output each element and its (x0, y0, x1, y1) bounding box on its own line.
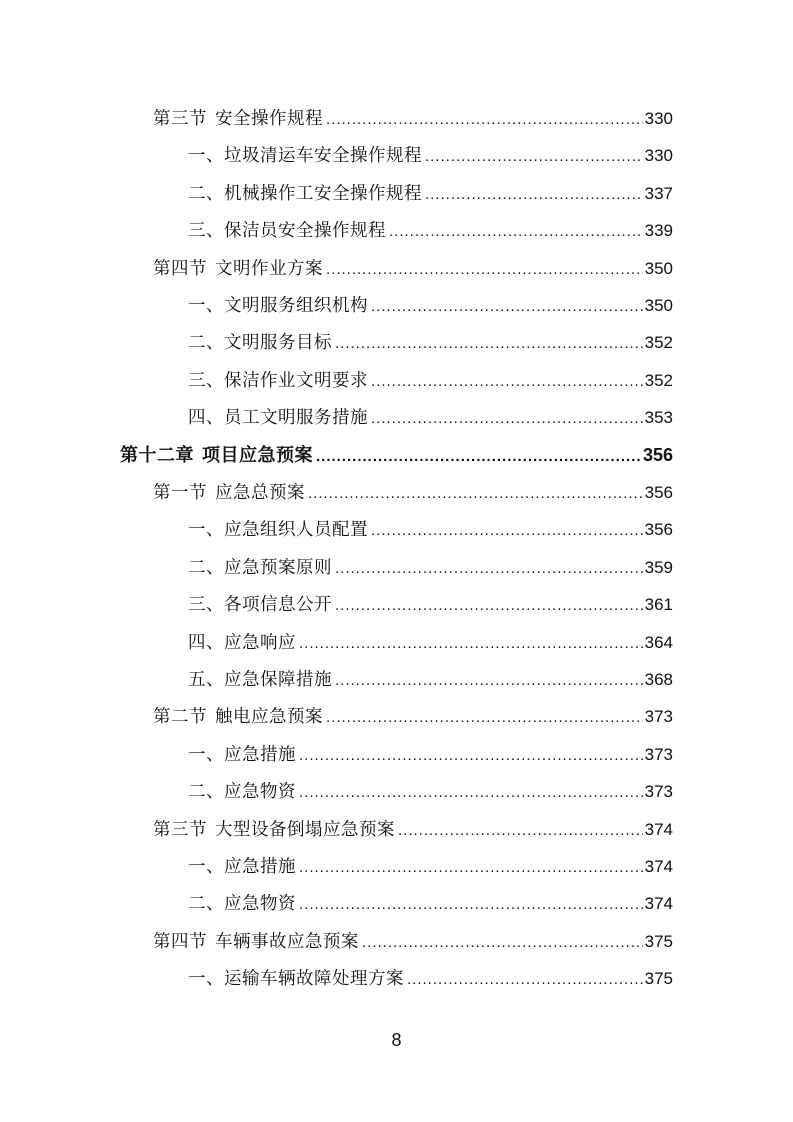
toc-page-number: 350 (644, 296, 673, 315)
toc-entry-title (188, 550, 332, 587)
toc-dot-leader (425, 176, 643, 213)
toc-dot-leader (299, 849, 643, 886)
toc-page-number: 352 (644, 333, 673, 353)
toc-page-number: 359 (644, 557, 673, 577)
toc-dot-leader (308, 475, 643, 512)
toc-dot-leader (371, 512, 643, 549)
toc-page-number: 374 (644, 819, 673, 839)
toc-dot-leader (425, 138, 643, 175)
toc-entry-number: 二、 (188, 333, 224, 354)
toc-subsection-entry[interactable] (188, 960, 673, 997)
toc-entry-title (188, 400, 368, 437)
toc-subsection-entry[interactable] (188, 362, 673, 399)
toc-entry-text: 应急物资 (224, 894, 296, 915)
toc-entry-number: 一、 (188, 146, 224, 167)
toc-dot-leader (335, 325, 643, 362)
toc-section-entry[interactable] (153, 811, 673, 848)
toc-page-number: 361 (644, 595, 673, 615)
toc-entry-title (188, 213, 386, 250)
toc-entry-text: 项目应急预案 (202, 444, 313, 466)
toc-entry-title (153, 699, 323, 736)
toc-dot-leader (371, 400, 643, 437)
toc-page-number: 352 (644, 370, 673, 390)
toc-page-number: 356 (644, 483, 673, 502)
toc-entry-text: 安全操作规程 (215, 109, 323, 129)
toc-section-entry[interactable] (153, 250, 673, 287)
toc-page-number: 374 (644, 894, 673, 914)
toc-entry-text: 机械操作工安全操作规程 (224, 183, 422, 204)
toc-subsection-entry[interactable] (188, 848, 673, 885)
toc-entry-number: 四、 (188, 632, 224, 653)
toc-entry-number: 第四节 (153, 258, 207, 279)
toc-entry-text: 应急响应 (224, 632, 296, 653)
toc-page-number: 374 (644, 857, 673, 876)
toc-dot-leader (335, 587, 643, 624)
toc-entry-text: 应急总预案 (215, 483, 305, 503)
toc-entry-title (153, 924, 359, 961)
toc-entry-number: 一、 (188, 744, 224, 765)
toc-entry-number: 第一节 (153, 483, 207, 503)
toc-subsection-entry[interactable] (188, 586, 673, 623)
toc-subsection-entry[interactable] (188, 287, 673, 324)
toc-entry-text: 触电应急预案 (215, 707, 323, 728)
toc-entry-title (153, 812, 395, 849)
toc-entry-title (188, 288, 368, 325)
toc-dot-leader (326, 101, 643, 138)
toc-entry-number: 三、 (188, 370, 224, 391)
toc-page-number: 373 (644, 707, 673, 727)
toc-entry-number: 第三节 (153, 819, 207, 840)
toc-entry-title (188, 849, 296, 886)
toc-entry-number: 第二节 (153, 707, 207, 728)
toc-section-entry[interactable] (153, 474, 673, 511)
toc-dot-leader (299, 737, 643, 774)
toc-dot-leader (299, 774, 643, 811)
toc-entry-text: 文明作业方案 (215, 258, 323, 279)
toc-subsection-entry[interactable] (188, 511, 673, 548)
toc-entry-text: 大型设备倒塌应急预案 (215, 819, 395, 840)
toc-dot-leader (299, 886, 643, 923)
toc-entry-title (188, 625, 296, 662)
toc-entry-title (153, 475, 305, 512)
toc-dot-leader (335, 550, 643, 587)
toc-entry-title (188, 325, 332, 362)
toc-entry-title (188, 138, 422, 175)
toc-subsection-entry[interactable] (188, 137, 673, 174)
toc-entry-title (188, 662, 332, 699)
toc-page-number: 330 (644, 146, 673, 166)
toc-entry-title (120, 437, 313, 474)
toc-subsection-entry[interactable] (188, 175, 673, 212)
toc-subsection-entry[interactable] (188, 885, 673, 922)
toc-entry-number: 第四节 (153, 931, 207, 952)
toc-entry-title (153, 251, 323, 288)
toc-page-number: 373 (644, 744, 673, 764)
toc-dot-leader (407, 961, 643, 998)
toc-subsection-entry[interactable] (188, 399, 673, 436)
toc-entry-number: 四、 (188, 408, 224, 429)
toc-entry-text: 保洁作业文明要求 (224, 370, 368, 391)
toc-page-number: 353 (644, 408, 673, 428)
toc-entry-text: 应急措施 (224, 744, 296, 765)
toc-entry-number: 一、 (188, 296, 224, 316)
toc-entry-title (188, 587, 332, 624)
page-number: 8 (391, 1030, 402, 1050)
toc-page-number: 375 (644, 969, 673, 989)
toc-subsection-entry[interactable] (188, 661, 673, 698)
toc-entry-text: 应急保障措施 (224, 670, 332, 690)
toc-page-number: 364 (644, 632, 673, 652)
toc-entry-number: 二、 (188, 183, 224, 204)
toc-entry-number: 第三节 (153, 109, 207, 129)
toc-page-number: 339 (644, 221, 673, 241)
toc-entry-title (153, 101, 323, 138)
toc-page-number: 337 (644, 183, 673, 203)
toc-entry-number: 二、 (188, 894, 224, 915)
toc-entry-number: 三、 (188, 221, 224, 242)
toc-subsection-entry[interactable] (188, 212, 673, 249)
toc-page-number: 375 (644, 931, 673, 951)
toc-entry-title (188, 774, 296, 811)
toc-dot-leader (326, 251, 643, 288)
toc-page-number: 356 (644, 520, 673, 540)
toc-chapter-entry[interactable] (120, 437, 673, 474)
toc-dot-leader (389, 213, 643, 250)
toc-entry-number: 三、 (188, 595, 224, 616)
toc-entry-text: 各项信息公开 (224, 595, 332, 616)
toc-dot-leader (362, 924, 643, 961)
toc-entry-title (188, 886, 296, 923)
toc-subsection-entry[interactable] (188, 773, 673, 810)
toc-entry-text: 应急措施 (224, 857, 296, 877)
toc-entry-number: 第十二章 (120, 444, 194, 466)
toc-page-number: 373 (644, 782, 673, 802)
toc-dot-leader (316, 438, 641, 475)
toc-entry-number: 一、 (188, 969, 224, 990)
toc-entry-text: 运输车辆故障处理方案 (224, 969, 404, 990)
toc-entry-text: 文明服务目标 (224, 333, 332, 354)
toc-entry-number: 二、 (188, 782, 224, 803)
toc-dot-leader (398, 812, 643, 849)
toc-entry-number: 一、 (188, 857, 224, 877)
toc-entry-text: 应急物资 (224, 782, 296, 803)
toc-entry-title (188, 737, 296, 774)
toc-entry-text: 文明服务组织机构 (224, 296, 368, 316)
toc-dot-leader (371, 363, 643, 400)
toc-entry-text: 保洁员安全操作规程 (224, 221, 386, 242)
toc-entry-text: 垃圾清运车安全操作规程 (224, 146, 422, 167)
toc-entry-title (188, 961, 404, 998)
toc-page-number: 356 (642, 444, 673, 465)
toc-entry-text: 员工文明服务措施 (224, 408, 368, 429)
toc-entry-text: 应急预案原则 (224, 557, 332, 578)
toc-entry-number: 五、 (188, 670, 224, 690)
toc-entry-title (188, 363, 368, 400)
toc-subsection-entry[interactable] (188, 324, 673, 361)
toc-page-number: 368 (644, 670, 673, 689)
toc-entry-number: 一、 (188, 520, 224, 541)
toc-dot-leader (326, 699, 643, 736)
toc-section-entry[interactable] (153, 100, 673, 137)
toc-entry-title (188, 512, 368, 549)
toc-section-entry[interactable] (153, 698, 673, 735)
toc-page-number: 350 (644, 258, 673, 278)
toc-entry-number: 二、 (188, 557, 224, 578)
toc-dot-leader (299, 625, 643, 662)
toc-dot-leader (371, 288, 643, 325)
toc-subsection-entry[interactable] (188, 736, 673, 773)
toc-dot-leader (335, 662, 643, 699)
toc-entry-title (188, 176, 422, 213)
toc-page-number: 330 (644, 109, 673, 128)
toc-entry-text: 应急组织人员配置 (224, 520, 368, 541)
toc-entry-text: 车辆事故应急预案 (215, 931, 359, 952)
toc-subsection-entry[interactable] (188, 624, 673, 661)
toc-section-entry[interactable] (153, 923, 673, 960)
toc-subsection-entry[interactable] (188, 549, 673, 586)
